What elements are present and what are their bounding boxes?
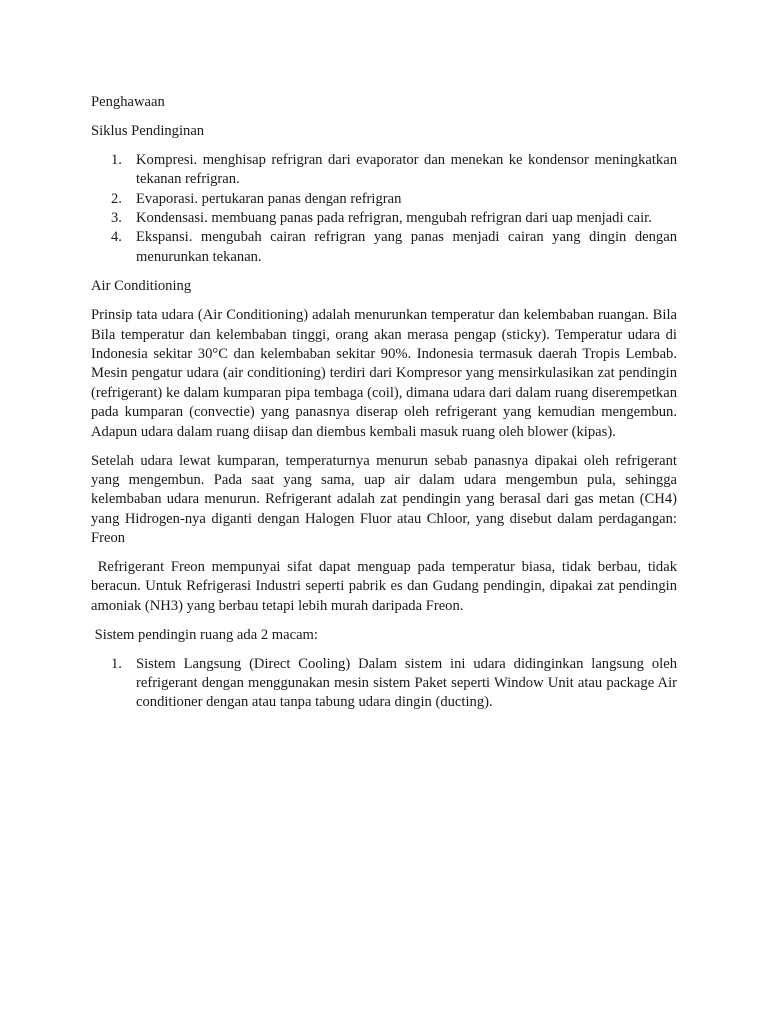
list-item-text: Ekspansi. mengubah cairan refrigran yang panas menjadi cairan yang dingin dengan menurunkan tekanan. <box>136 229 677 265</box>
paragraph-setelah: Setelah udara lewat kumparan, temperaturnya menurun sebab panasnya dipakai oleh refrigerant yang mengembun. Pada saat yang sama, uap air dalam udara mengembun pula, sehingga kelembaban udara menurun. Refrigerant adalah zat pendingin yang berasal dari gas metan (CH4) yang Hidrogen-nya diganti dengan Halogen Fluor atau Chloor, yang disebut dalam perdagangan: Freon <box>91 452 677 547</box>
document-title: Penghawaan <box>91 94 165 110</box>
section-title-siklus: Siklus Pendinginan <box>91 122 205 139</box>
list-item <box>91 190 677 209</box>
list-item <box>91 655 677 713</box>
paragraph-freon: Refrigerant Freon mempunyai sifat dapat menguap pada temperatur biasa, tidak berbau, tidak beracun. Untuk Refrigerasi Industri seperti pabrik es dan Gudang pendingin, dipakai zat pendingin amoniak (NH3) yang berbau tetapi lebih murah daripada Freon. <box>91 559 681 614</box>
list-item <box>91 151 677 190</box>
list-item-text: Sistem Langsung (Direct Cooling) Dalam sistem ini udara didinginkan langsung oleh refrigerant dengan menggunakan mesin sistem Paket seperti Window Unit atau package Air conditioner dengan atau tanpa tabung udara dingin (ducting). <box>136 655 677 711</box>
document-page <box>91 93 681 713</box>
paragraph-prinsip: Prinsip tata udara (Air Conditioning) adalah menurunkan temperatur dan kelembaban ruangan. Bila Bila temperatur dan kelembaban tinggi, orang akan merasa pengap (sticky). Temperatur udara di Indonesia sekitar 30°C dan kelembaban sekitar 90%. Indonesia termasuk daerah Tropis Lembab. Mesin pengatur udara (air conditioning) terdiri dari Kompresor yang mensirkulasikan zat pendingin (refrigerant) ke dalam kumparan pipa tembaga (coil), dimana udara dari dalam ruang diserempetkan pada kumparan (convectie) yang panasnya diserap oleh refrigerant yang kemudian mengembun. Adapun udara dalam ruang diisap dan diembus kembali masuk ruang oleh blower (kipas). <box>91 307 677 440</box>
list-number: 1. <box>111 655 122 672</box>
list-number: 2. <box>111 190 122 207</box>
list-number: 3. <box>111 210 122 227</box>
list-item-text: Evaporasi. pertukaran panas dengan refrigran <box>136 190 402 207</box>
system-list <box>91 655 677 713</box>
list-item-text: Kompresi. menghisap refrigran dari evaporator dan menekan ke kondensor meningkatkan tekanan refrigran. <box>136 151 677 188</box>
section-title-air-conditioning: Air Conditioning <box>91 278 192 295</box>
list-item <box>91 209 677 228</box>
list-number: 4. <box>111 229 122 246</box>
cycle-list <box>91 151 677 267</box>
list-item-text: Kondensasi. membuang panas pada refrigran, mengubah refrigran dari uap menjadi cair. <box>136 210 652 227</box>
list-number: 1. <box>111 151 122 168</box>
list-item <box>91 228 677 267</box>
paragraph-sistem: Sistem pendingin ruang ada 2 macam: <box>91 626 318 643</box>
